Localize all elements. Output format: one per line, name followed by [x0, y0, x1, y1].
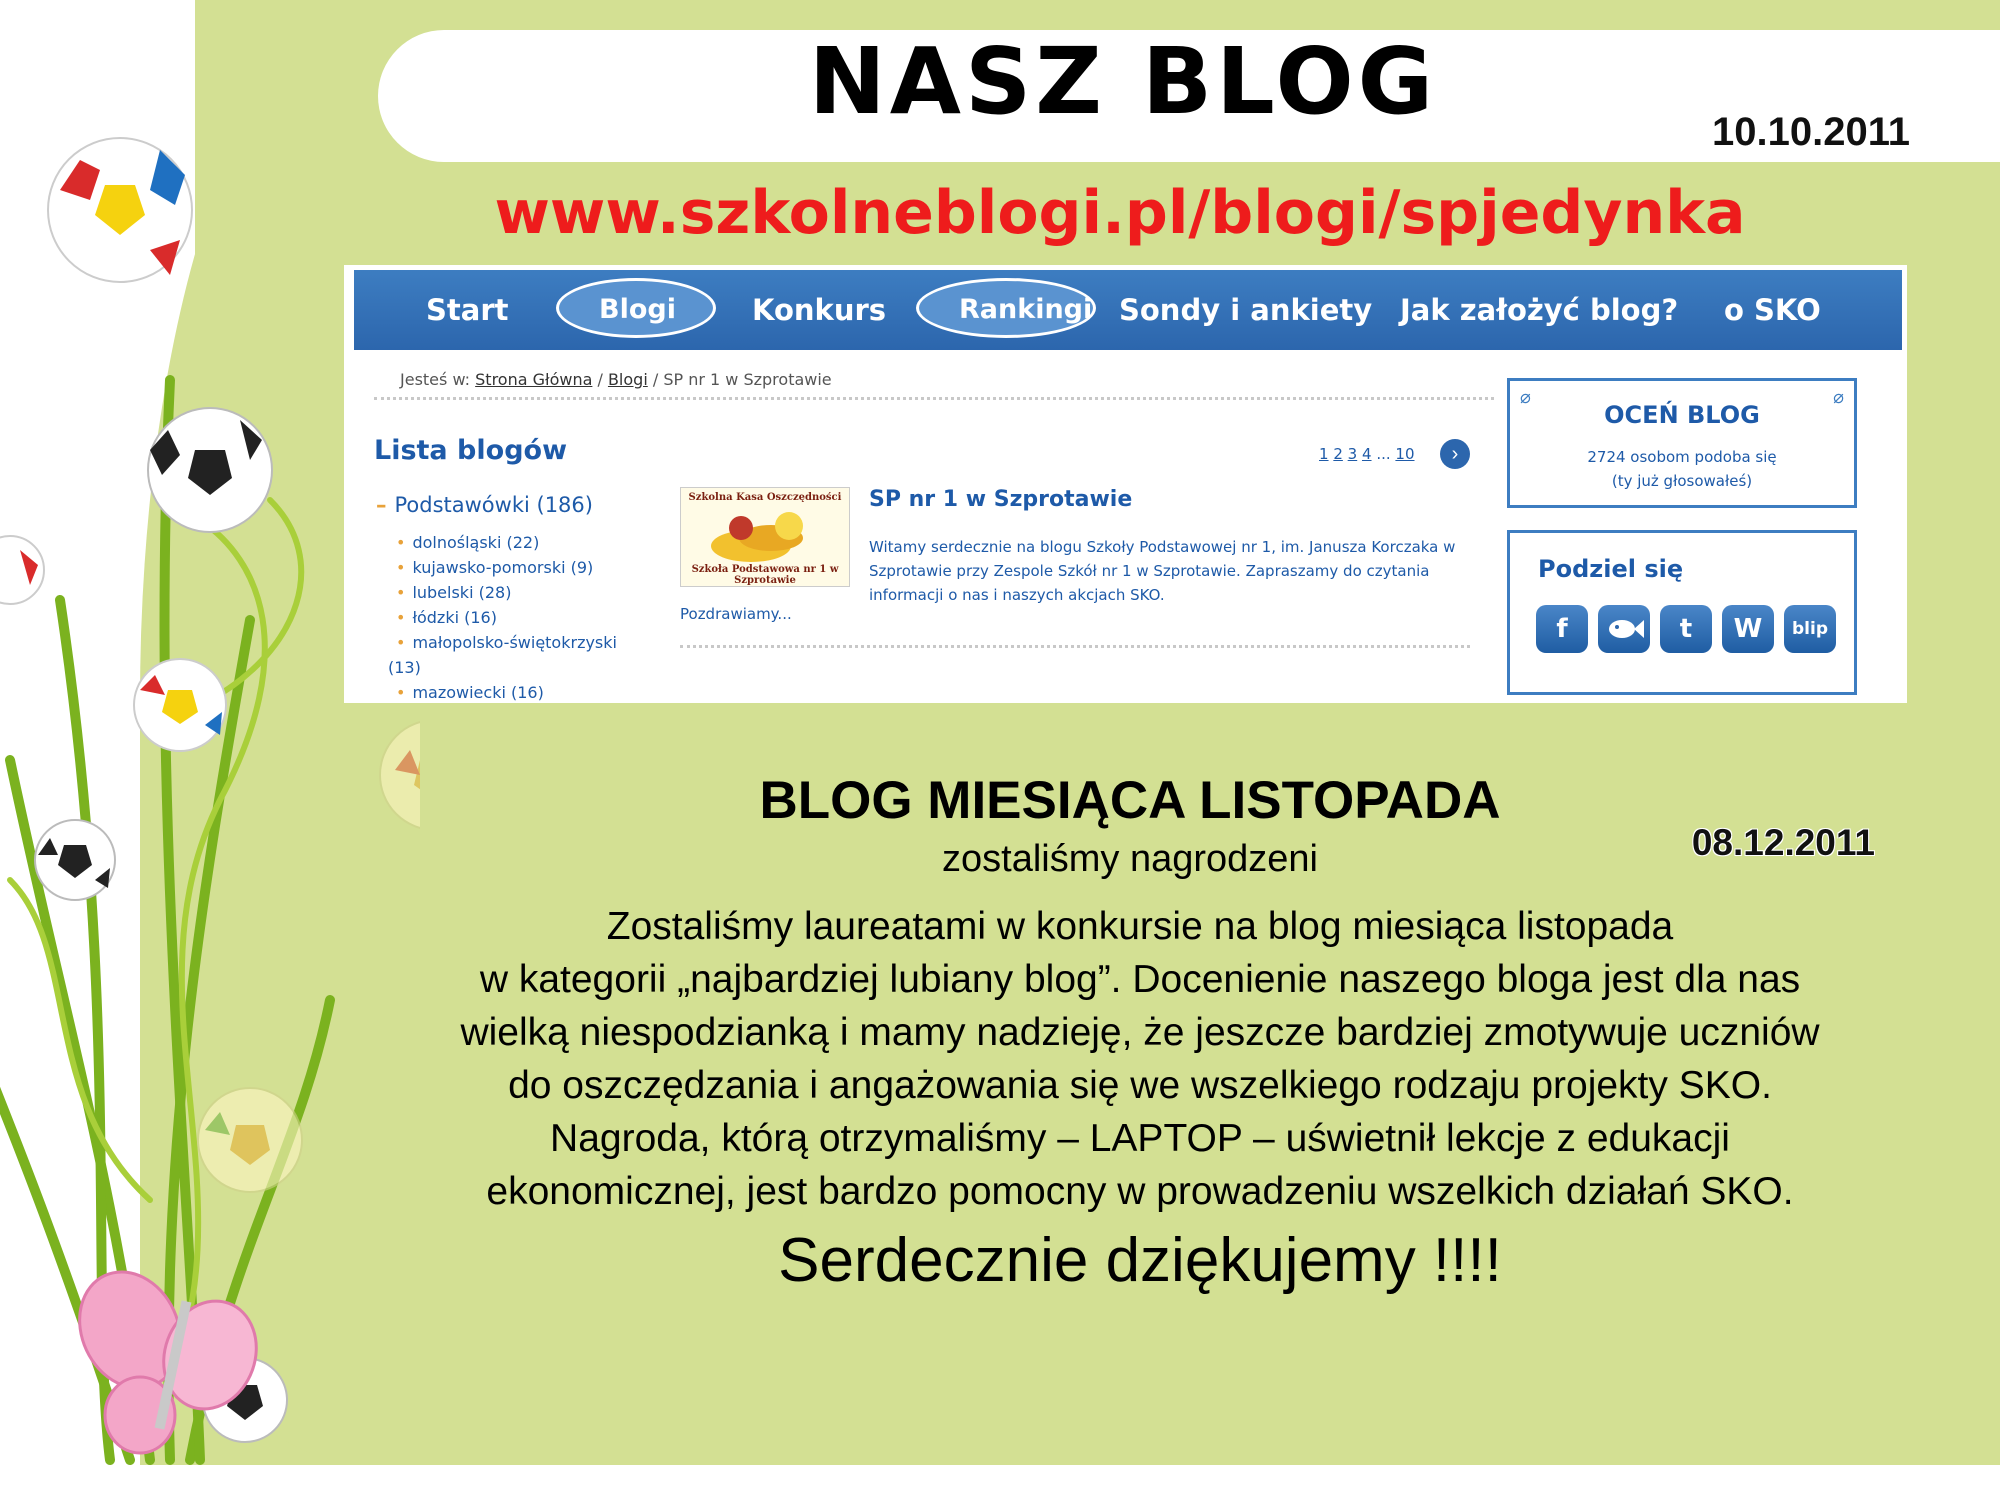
section-subtitle: zostaliśmy nagrodzeni: [942, 838, 1318, 880]
nav-konkurs[interactable]: Konkurs: [752, 293, 887, 327]
blip-icon[interactable]: blip: [1784, 605, 1836, 653]
divider: [680, 645, 1470, 648]
fish-icon[interactable]: [1598, 605, 1650, 653]
divider: [374, 397, 1494, 400]
subcategory-item[interactable]: • lubelski (28): [396, 583, 511, 602]
blog-title-link[interactable]: SP nr 1 w Szprotawie: [869, 487, 1133, 512]
breadcrumb: Jesteś w: Strona Główna / Blogi / SP nr 1 w Szprotawie: [400, 370, 832, 389]
body-line: ekonomicznej, jest bardzo pomocny w prowadzeniu wszelkich działań SKO.: [486, 1170, 1794, 1213]
next-page-icon[interactable]: ›: [1440, 439, 1470, 469]
blog-screenshot: [344, 265, 1907, 703]
nav-blogi[interactable]: Blogi: [556, 278, 716, 338]
subcategory-item[interactable]: • dolnośląski (22): [396, 533, 539, 552]
soccer-ball-icon: [35, 820, 115, 900]
page-title: NASZ BLOG: [808, 28, 1438, 135]
rate-blog-button[interactable]: OCEŃ BLOG: [1604, 401, 1760, 429]
share-box: [1507, 530, 1857, 695]
breadcrumb-current: SP nr 1 w Szprotawie: [663, 370, 832, 389]
section-date: 08.12.2011: [1691, 822, 1875, 863]
nav-o-sko[interactable]: o SKO: [1724, 293, 1821, 327]
blog-url-link[interactable]: www.szkolneblogi.pl/blogi/spjedynka: [494, 178, 1746, 248]
soccer-ball-icon: [134, 659, 226, 751]
site-nav-bar: [354, 270, 1902, 350]
subcategory-item[interactable]: • kujawsko-pomorski (9): [396, 558, 593, 577]
soccer-ball-icon: [198, 1088, 302, 1192]
subcategory-item[interactable]: • łódzki (16): [396, 608, 497, 627]
pagination: [1319, 445, 1415, 463]
body-line: Nagroda, którą otrzymaliśmy – LAPTOP – uświetnił lekcje z edukacji: [550, 1117, 1730, 1160]
breadcrumb-blogi[interactable]: Blogi: [607, 370, 648, 389]
soccer-ball-icon: [48, 138, 192, 282]
thanks-text: Serdecznie dziękujemy !!!!: [778, 1226, 1502, 1295]
page-3[interactable]: 3: [1347, 445, 1358, 463]
breadcrumb-home[interactable]: Strona Główna: [475, 370, 593, 389]
decoration-art: [0, 0, 420, 1500]
soccer-ball-icon: [0, 536, 44, 604]
body-line: Zostaliśmy laureatami w konkursie na blog miesiąca listopada: [606, 905, 1674, 948]
thumbnail-caption-bottom: Szkoła Podstawowa nr 1 w Szprotawie: [691, 564, 839, 586]
share-title: Podziel się: [1538, 555, 1684, 583]
list-title: Lista blogów: [374, 435, 568, 466]
nav-sondy[interactable]: Sondy i ankiety: [1119, 293, 1373, 327]
page-2[interactable]: 2: [1333, 445, 1343, 463]
nav-jak-zalozyc[interactable]: Jak założyć blog?: [1400, 293, 1679, 327]
body-line: do oszczędzania i angażowania się we wszelkiego rodzaju projekty SKO.: [508, 1064, 1772, 1107]
twitter-icon[interactable]: t: [1660, 605, 1712, 653]
body-line: wielką niespodzianką i mamy nadzieję, że jeszcze bardziej zmotywuje uczniów: [460, 1011, 1820, 1054]
nav-start[interactable]: Start: [426, 293, 509, 327]
category-item[interactable]: – Podstawówki (186): [376, 493, 593, 517]
paperclip-icon: ⌀: [1833, 387, 1844, 407]
subcategory-item[interactable]: • mazowiecki (16): [396, 683, 544, 702]
minus-icon: –: [376, 493, 387, 517]
thumbnail-caption-top: Szkolna Kasa Oszczędności: [688, 492, 842, 503]
rate-info: 2724 osobom podoba się (ty już głosowałeś): [1587, 448, 1777, 490]
section-title: BLOG MIESIĄCA LISTOPADA: [759, 771, 1501, 830]
date-label: 10.10.2011: [1712, 110, 1910, 154]
rate-blog-box: [1507, 378, 1857, 508]
soccer-ball-icon: [148, 408, 272, 532]
page-4[interactable]: 4: [1361, 445, 1372, 463]
soccer-ball-icon: [380, 720, 420, 830]
subcategory-item-wrap: (13): [388, 658, 421, 677]
blog-description: Witamy serdecznie na blogu Szkoły Podstawowej nr 1, im. Janusza Korczaka w Szprotawie przy Zespole Szkół nr 1 w Szprotawie. Zapraszamy do czytania informacji o nas i naszych akcjach SKO.: [869, 538, 1456, 604]
page-1[interactable]: 1: [1319, 445, 1329, 463]
paperclip-icon: ⌀: [1520, 387, 1531, 407]
blog-greeting: Pozdrawiamy...: [680, 605, 792, 623]
wykop-icon[interactable]: W: [1722, 605, 1774, 653]
body-line: w kategorii „najbardziej lubiany blog”. Docenienie naszego bloga jest dla nas: [479, 958, 1801, 1001]
page-10[interactable]: 10: [1395, 445, 1415, 463]
blog-thumbnail[interactable]: [680, 487, 850, 587]
breadcrumb-prefix: Jesteś w:: [400, 370, 471, 389]
facebook-icon[interactable]: f: [1536, 605, 1588, 653]
page-ellipsis: ...: [1376, 445, 1391, 463]
nav-rankingi[interactable]: Rankingi: [916, 278, 1096, 338]
subcategory-item[interactable]: • małopolsko-świętokrzyski: [396, 633, 617, 652]
